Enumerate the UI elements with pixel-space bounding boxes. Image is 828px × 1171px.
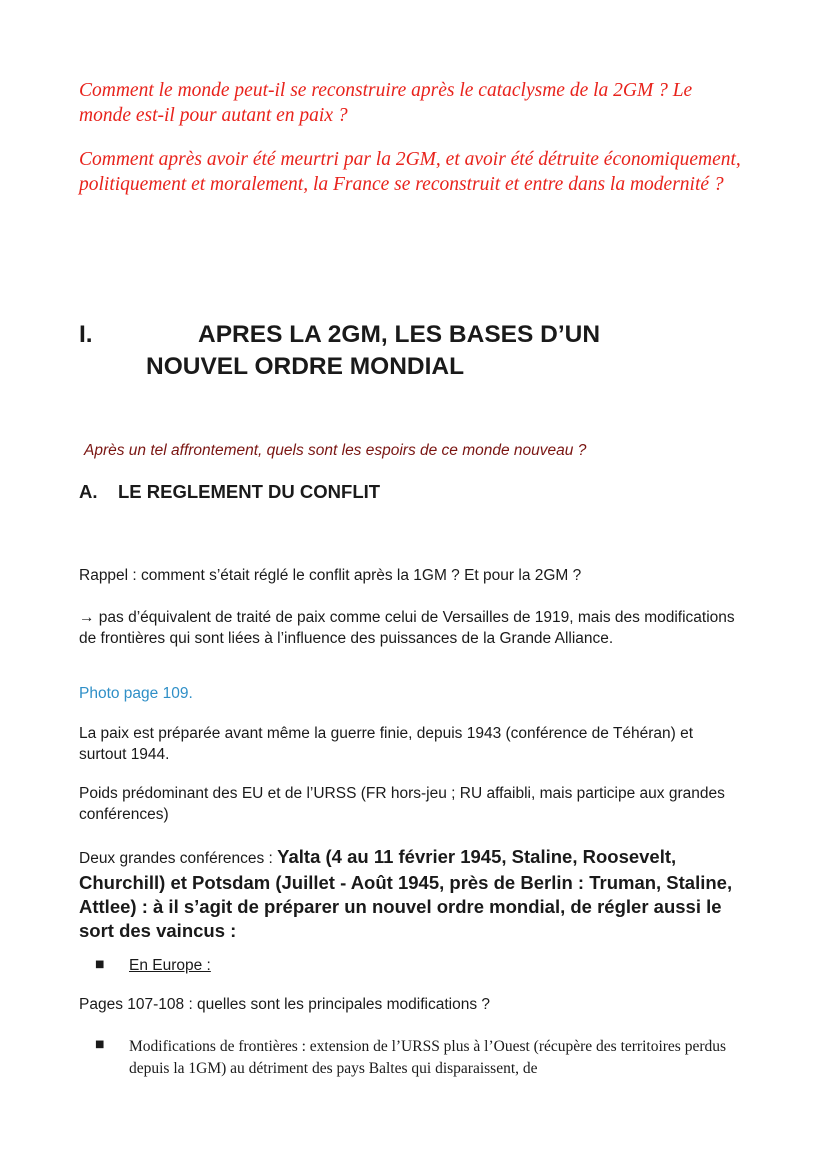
- europe-heading: En Europe :: [129, 957, 211, 974]
- conferences-details: Yalta (4 au 11 février 1945, Staline, Roosevelt, Churchill) et Potsdam (Juillet - Août 1945, près de Berlin : Truman, Staline, Attlee) : à il s’agit de préparer un nouvel ordre mondial, de régler aussi le sort des vaincus :: [79, 846, 733, 941]
- section-question: Après un tel affrontement, quels sont les espoirs de ce monde nouveau ?: [84, 442, 587, 459]
- section-title-line-2: NOUVEL ORDRE MONDIAL: [146, 353, 465, 380]
- paragraph-arrow: → pas d’équivalent de traité de paix comme celui de Versailles de 1919, mais des modifications de frontières qui sont liées à l’influence des puissances de la Grande Alliance.: [79, 609, 735, 647]
- section-title-line-1: APRES LA 2GM, LES BASES D’UN: [198, 321, 601, 348]
- paragraph-rappel: Rappel : comment s’était réglé le conflit après la 1GM ? Et pour la 2GM ?: [79, 567, 582, 584]
- subsection-letter: A.: [79, 481, 98, 502]
- photo-reference: Photo page 109.: [79, 685, 193, 702]
- intro-question-2: Comment après avoir été meurtri par la 2GM, et avoir été détruite économiquement, politiquement et moralement, la France se reconstruit et entre dans la modernité ?: [79, 149, 741, 195]
- subsection-title: LE REGLEMENT DU CONFLIT: [118, 481, 381, 502]
- paragraph-conferences: [79, 845, 739, 943]
- intro-question-1: Comment le monde peut-il se reconstruire après le cataclysme de la 2GM ? Le monde est-il pour autant en paix ?: [79, 80, 693, 126]
- square-bullet-icon: ■: [95, 1039, 105, 1050]
- paragraph-pages: Pages 107-108 : quelles sont les principales modifications ?: [79, 996, 490, 1013]
- paragraph-modifications: Modifications de frontières : extension de l’URSS plus à l’Ouest (récupère des territoires perdus depuis la 1GM) au détriment des pays Baltes qui disparaissent, de: [129, 1038, 727, 1077]
- paragraph-paix: La paix est préparée avant même la guerre finie, depuis 1943 (conférence de Téhéran) et surtout 1944.: [79, 725, 694, 763]
- paragraph-poids: Poids prédominant des EU et de l’URSS (FR hors-jeu ; RU affaibli, mais participe aux grandes conférences): [79, 785, 725, 823]
- section-number: I.: [79, 321, 93, 348]
- square-bullet-icon: ■: [95, 959, 105, 970]
- conferences-lead: Deux grandes conférences :: [79, 850, 278, 867]
- subsection-heading: [79, 481, 380, 503]
